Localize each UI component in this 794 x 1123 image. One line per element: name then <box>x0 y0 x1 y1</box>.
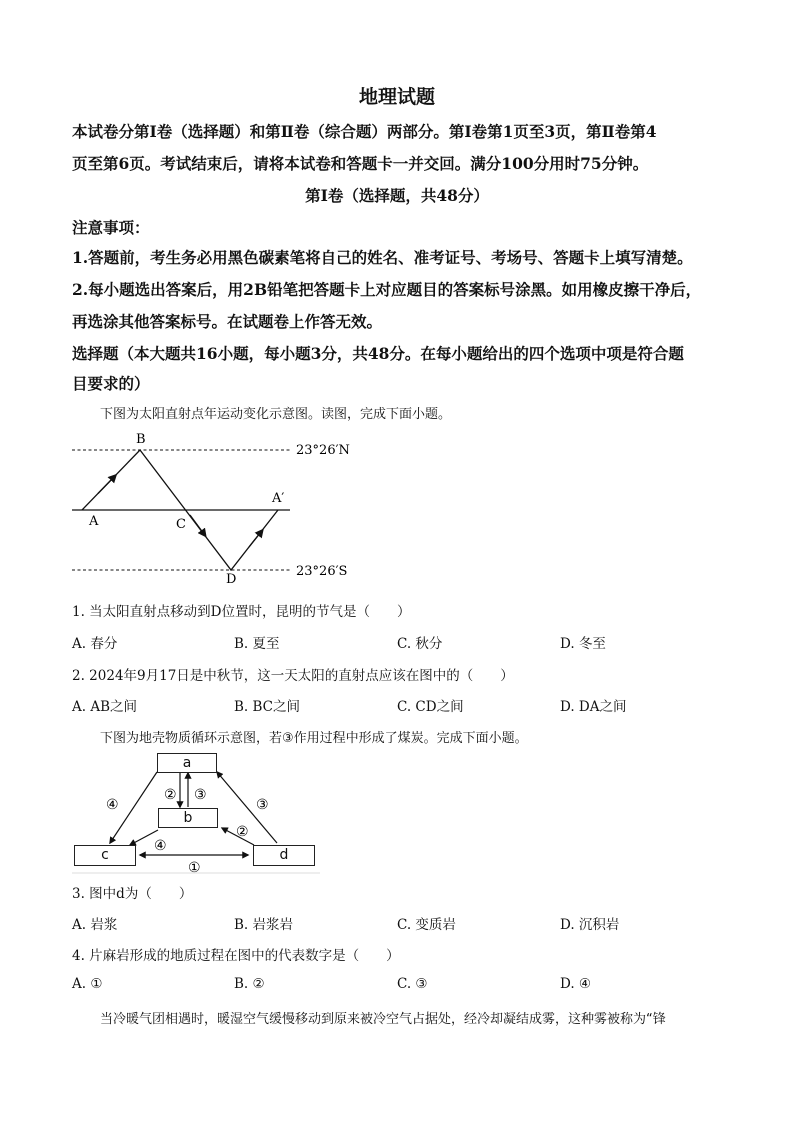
question-3: 3. 图中d为（ ） <box>72 886 193 902</box>
label-a-prime: A′ <box>272 491 285 506</box>
q4-option-b: B. ② <box>234 976 265 992</box>
notice-item-1: 1.答题前，考生务必用黑色碳素笔将自己的姓名、准考证号、考场号、答题卡上填写清楚。 <box>72 248 693 267</box>
arrow-da <box>249 532 261 547</box>
subsolar-point-diagram <box>60 428 360 588</box>
label-north-tropic: 23°26′N <box>296 443 350 458</box>
box-c: c <box>74 845 136 866</box>
q1-option-d: D. 冬至 <box>560 636 606 652</box>
arrow-ab <box>98 477 114 494</box>
rock-cycle-diagram <box>72 752 320 874</box>
mark-3-right: ③ <box>256 797 269 813</box>
question-1: 1. 当太阳直射点移动到D位置时，昆明的节气是（ ） <box>72 604 411 620</box>
label-a: A <box>89 514 99 529</box>
mc-header-line-1: 选择题（本大题共16小题，每小题3分，共48分。在每小题给出的四个选项中项是符合题 <box>72 344 684 363</box>
mark-2-lower: ② <box>236 824 249 840</box>
q3-option-d: D. 沉积岩 <box>560 917 620 933</box>
question-2: 2. 2024年9月17日是中秋节，这一天太阳的直射点应该在图中的（ ） <box>72 668 514 684</box>
q1-option-b: B. 夏至 <box>234 636 280 652</box>
mark-1: ① <box>188 860 201 874</box>
notice-item-2b: 再选涂其他答案标号。在试题卷上作答无效。 <box>72 312 383 331</box>
mark-2-center: ② <box>164 787 177 803</box>
notice-heading: 注意事项： <box>72 218 150 237</box>
mark-4-left: ④ <box>106 797 119 813</box>
label-d: D <box>226 572 237 587</box>
box-a: a <box>157 753 217 773</box>
q2-option-b: B. BC之间 <box>234 699 301 715</box>
box-d: d <box>253 845 315 866</box>
group2-stem: 下图为地壳物质循环示意图，若③作用过程中形成了煤炭。完成下面小题。 <box>100 731 528 746</box>
q3-option-b: B. 岩浆岩 <box>234 917 294 933</box>
q4-option-d: D. ④ <box>560 976 592 992</box>
group3-stem: 当冷暖气团相遇时，暖湿空气缓慢移动到原来被冷空气占据处，经冷却凝结成雾，这种雾被称为“锋 <box>100 1012 666 1027</box>
q4-option-a: A. ① <box>72 976 103 992</box>
label-b: B <box>136 432 146 447</box>
q3-option-a: A. 岩浆 <box>72 917 118 933</box>
label-c: C <box>176 517 186 532</box>
arrow-bc <box>190 515 204 534</box>
question-4: 4. 片麻岩形成的地质过程在图中的代表数字是（ ） <box>72 948 400 964</box>
q2-option-c: C. CD之间 <box>397 699 464 715</box>
q4-option-c: C. ③ <box>397 976 428 992</box>
q1-option-a: A. 春分 <box>72 636 118 652</box>
mark-4-lower: ④ <box>154 838 167 854</box>
q2-option-a: A. AB之间 <box>72 699 138 715</box>
mark-3-center: ③ <box>194 787 207 803</box>
group1-stem: 下图为太阳直射点年运动变化示意图。读图，完成下面小题。 <box>100 407 452 422</box>
q3-option-c: C. 变质岩 <box>397 917 456 933</box>
label-south-tropic: 23°26′S <box>296 564 348 579</box>
section-heading: 第Ⅰ卷（选择题，共48分） <box>305 186 489 205</box>
mc-header-line-2: 目要求的） <box>72 374 150 393</box>
page-title: 地理试题 <box>358 86 435 108</box>
notice-item-2a: 2.每小题选出答案后，用2B铅笔把答题卡上对应题目的答案标号涂黑。如用橡皮擦干净后， <box>72 280 702 299</box>
q2-option-d: D. DA之间 <box>560 699 627 715</box>
intro-line-2: 页至第6页。考试结束后，请将本试卷和答题卡一并交回。满分100分用时75分钟。 <box>72 154 649 173</box>
intro-line-1: 本试卷分第Ⅰ卷（选择题）和第Ⅱ卷（综合题）两部分。第Ⅰ卷第1页至3页，第Ⅱ卷第4 <box>72 122 657 141</box>
box-b: b <box>158 808 218 828</box>
q1-option-c: C. 秋分 <box>397 636 443 652</box>
